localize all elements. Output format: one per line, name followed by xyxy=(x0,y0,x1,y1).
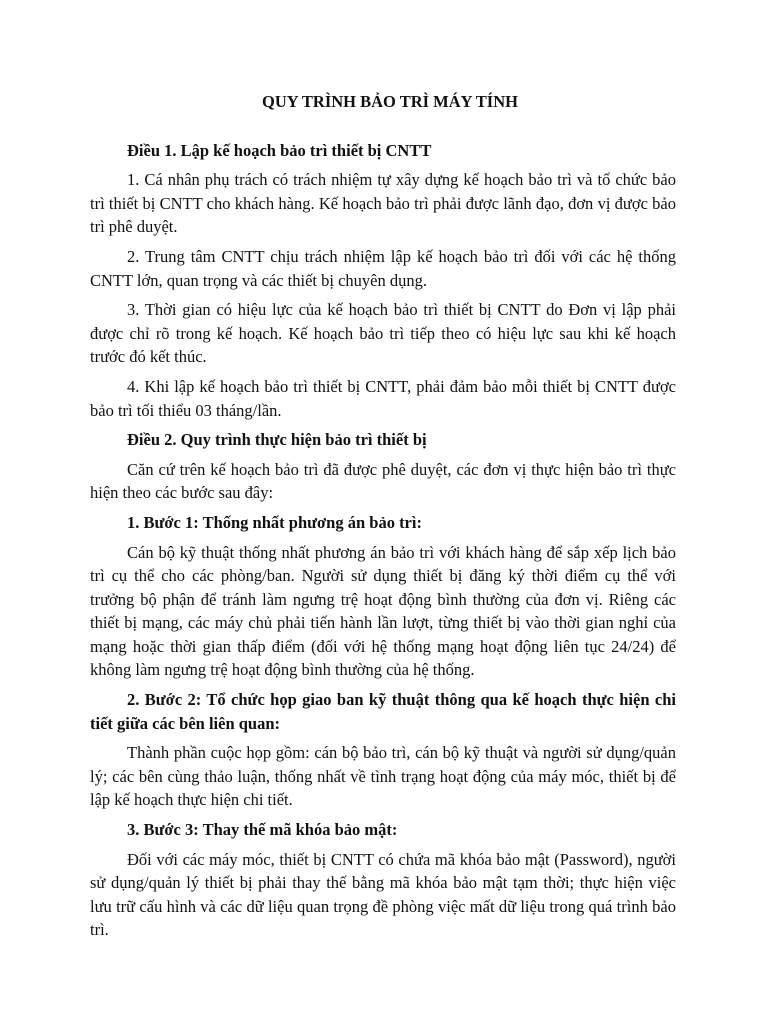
step-2-body: Thành phần cuộc họp gồm: cán bộ bảo trì, cán bộ kỹ thuật và người sử dụng/quản lý; các bên cùng thảo luận, thống nhất về tình trạng hoạt động của máy móc, thiết bị để lập kế hoạch thực hiện chi tiết. xyxy=(90,743,676,810)
article-1-item-3: 3. Thời gian có hiệu lực của kế hoạch bảo trì thiết bị CNTT do Đơn vị lập phải được chỉ rõ trong kế hoạch. Kế hoạch bảo trì tiếp theo có hiệu lực sau khi kế hoạch trước đó kết thúc. xyxy=(90,300,676,367)
article-2-intro: Căn cứ trên kế hoạch bảo trì đã được phê duyệt, các đơn vị thực hiện bảo trì thực hiện theo các bước sau đây: xyxy=(90,459,676,503)
step-2-heading: 2. Bước 2: Tổ chức họp giao ban kỹ thuật thông qua kế hoạch thực hiện chi tiết giữa các bên liên quan: xyxy=(90,690,676,733)
article-1-item-2: 2. Trung tâm CNTT chịu trách nhiệm lập kế hoạch bảo trì đối với các hệ thống CNTT lớn, quan trọng và các thiết bị chuyên dụng. xyxy=(90,246,676,290)
step-1-heading: 1. Bước 1: Thống nhất phương án bảo trì: xyxy=(127,512,422,532)
step-3-heading: 3. Bước 3: Thay thế mã khóa bảo mật: xyxy=(127,820,398,840)
article-1-heading: Điều 1. Lập kế hoạch bảo trì thiết bị CNTT xyxy=(127,140,432,160)
step-1-body: Cán bộ kỹ thuật thống nhất phương án bảo trì với khách hàng để sắp xếp lịch bảo trì cụ thể cho các phòng/ban. Người sử dụng thiết bị đăng ký thời điểm cụ thể với trưởng bộ phận để tránh làm ngưng trệ hoạt động bình thường của đơn vị. Riêng các thiết bị mạng, các máy chủ phải tiến hành lần lượt, từng thiết bị vào thời gian nghỉ của mạng hoặc thời gian thấp điểm (đối với hệ thống mạng hoạt động liên tục 24/24) để không làm ngưng trệ hoạt động bình thường của hệ thống. xyxy=(90,542,676,680)
article-1-item-1: 1. Cá nhân phụ trách có trách nhiệm tự xây dựng kế hoạch bảo trì và tổ chức bảo trì thiết bị CNTT cho khách hàng. Kế hoạch bảo trì phải được lãnh đạo, đơn vị được bảo trì phê duyệt. xyxy=(90,170,676,237)
document-title: QUY TRÌNH BẢO TRÌ MÁY TÍNH xyxy=(262,92,518,111)
document-page xyxy=(90,90,676,948)
article-2-heading: Điều 2. Quy trình thực hiện bảo trì thiết bị xyxy=(127,430,427,450)
article-1-item-4: 4. Khi lập kế hoạch bảo trì thiết bị CNTT, phải đảm bảo mỗi thiết bị CNTT được bảo trì tối thiểu 03 tháng/lần. xyxy=(90,376,676,420)
step-3-body: Đối với các máy móc, thiết bị CNTT có chứa mã khóa bảo mật (Password), người sử dụng/quản lý thiết bị phải thay thế bằng mã khóa bảo mật tạm thời; thực hiện việc lưu trữ cấu hình và các dữ liệu quan trọng đề phòng việc mất dữ liệu trong quá trình bảo trì. xyxy=(90,849,676,940)
